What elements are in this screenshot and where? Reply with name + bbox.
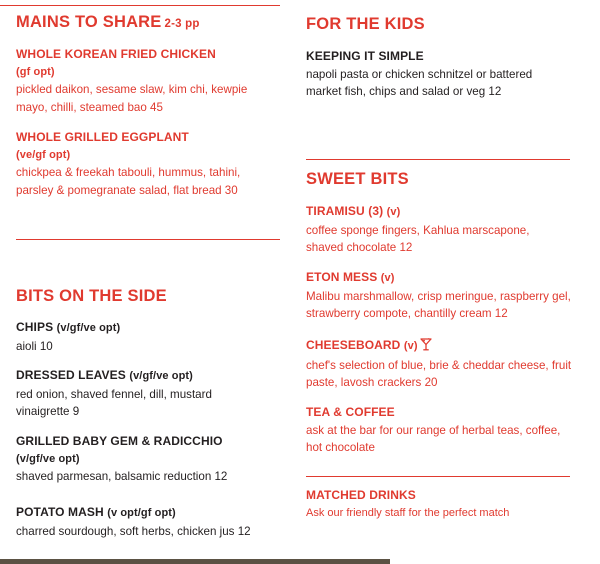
bottom-bar <box>0 559 390 564</box>
menu-item-tiramisu <box>306 203 576 257</box>
item-name: GRILLED BABY GEM & RADICCHIO <box>16 434 223 448</box>
divider-right-1 <box>306 159 570 160</box>
item-name <box>16 504 286 523</box>
item-desc: coffee sponge fingers, Kahlua marscapone, shaved chocolate 12 <box>306 223 530 254</box>
sides-title <box>16 287 167 306</box>
menu-item-dressed-leaves <box>16 367 286 421</box>
item-name <box>306 269 576 288</box>
item-tag: (gf opt) <box>16 65 55 78</box>
item-tag: (v/gf/ve opt) <box>56 322 121 334</box>
matched-drinks-title: MATCHED DRINKS <box>306 488 416 502</box>
menu-item-baby-gem <box>16 433 286 486</box>
item-desc: charred sourdough, soft herbs, chicken jus 12 <box>16 524 251 538</box>
menu-item-eton-mess <box>306 269 576 323</box>
top-rule-left <box>0 5 280 6</box>
mains-title <box>16 13 200 32</box>
item-desc: Malibu marshmallow, crisp meringue, raspberry gel, strawberry compote, chantilly cream 12 <box>306 289 571 320</box>
item-desc: chef's selection of blue, brie & cheddar cheese, fruit paste, lavosh crackers 20 <box>306 358 572 389</box>
cocktail-icon <box>420 338 432 357</box>
item-tag: (v opt/gf opt) <box>107 507 176 519</box>
item-name-text: ETON MESS <box>306 270 378 284</box>
menu-item-keeping-it-simple <box>306 48 576 101</box>
item-desc: napoli pasta or chicken schnitzel or battered market fish, chips and salad or veg 12 <box>306 67 533 98</box>
item-tag: (v) <box>380 272 395 284</box>
item-name <box>306 337 576 357</box>
menu-item-tea-coffee <box>306 404 576 457</box>
item-name: WHOLE KOREAN FRIED CHICKEN <box>16 47 216 61</box>
matched-drinks <box>306 487 576 522</box>
menu-item-chips <box>16 319 286 355</box>
item-name-text: DRESSED LEAVES <box>16 368 126 382</box>
item-tag: (v/gf/ve opt) <box>129 370 193 382</box>
divider-right-2 <box>306 476 570 477</box>
item-desc: pickled daikon, sesame slaw, kim chi, kewpie mayo, chilli, steamed bao 45 <box>16 83 248 114</box>
item-name-text: CHEESEBOARD <box>306 338 401 352</box>
mains-note: 2-3 pp <box>164 18 200 30</box>
item-tag: (v) <box>386 206 401 218</box>
item-name-text: TIRAMISU (3) <box>306 204 384 218</box>
kids-title-text: FOR THE KIDS <box>306 15 425 33</box>
sweets-title <box>306 170 409 189</box>
item-desc: chickpea & freekah tabouli, hummus, tahini, parsley & pomegranate salad, flat bread 30 <box>16 166 241 197</box>
item-desc: aioli 10 <box>16 339 53 353</box>
menu-item-cheeseboard <box>306 337 576 392</box>
item-desc: ask at the bar for our range of herbal teas, coffee, hot chocolate <box>306 423 561 454</box>
item-name-text: CHIPS <box>16 320 54 334</box>
menu-item-grilled-eggplant <box>16 129 286 199</box>
item-name: TEA & COFFEE <box>306 405 395 419</box>
matched-drinks-desc: Ask our friendly staff for the perfect match <box>306 506 510 519</box>
item-desc: shaved parmesan, balsamic reduction 12 <box>16 470 228 483</box>
menu-item-potato-mash <box>16 504 286 540</box>
menu-item-korean-fried-chicken <box>16 46 286 116</box>
item-desc: red onion, shaved fennel, dill, mustard vinaigrette 9 <box>16 387 212 418</box>
divider-left <box>16 239 280 240</box>
item-name: KEEPING IT SIMPLE <box>306 49 424 63</box>
item-name: WHOLE GRILLED EGGPLANT <box>16 130 189 144</box>
kids-title <box>306 15 425 34</box>
item-tag: (v) <box>403 340 418 352</box>
item-tag: (v/gf/ve opt) <box>16 452 80 465</box>
item-tag: (ve/gf opt) <box>16 148 71 161</box>
mains-title-text: MAINS TO SHARE <box>16 13 162 31</box>
item-name <box>16 367 286 386</box>
item-name <box>306 203 576 222</box>
item-name-text: POTATO MASH <box>16 505 104 519</box>
sweets-title-text: SWEET BITS <box>306 170 409 188</box>
sides-title-text: BITS ON THE SIDE <box>16 287 167 305</box>
item-name <box>16 319 286 338</box>
